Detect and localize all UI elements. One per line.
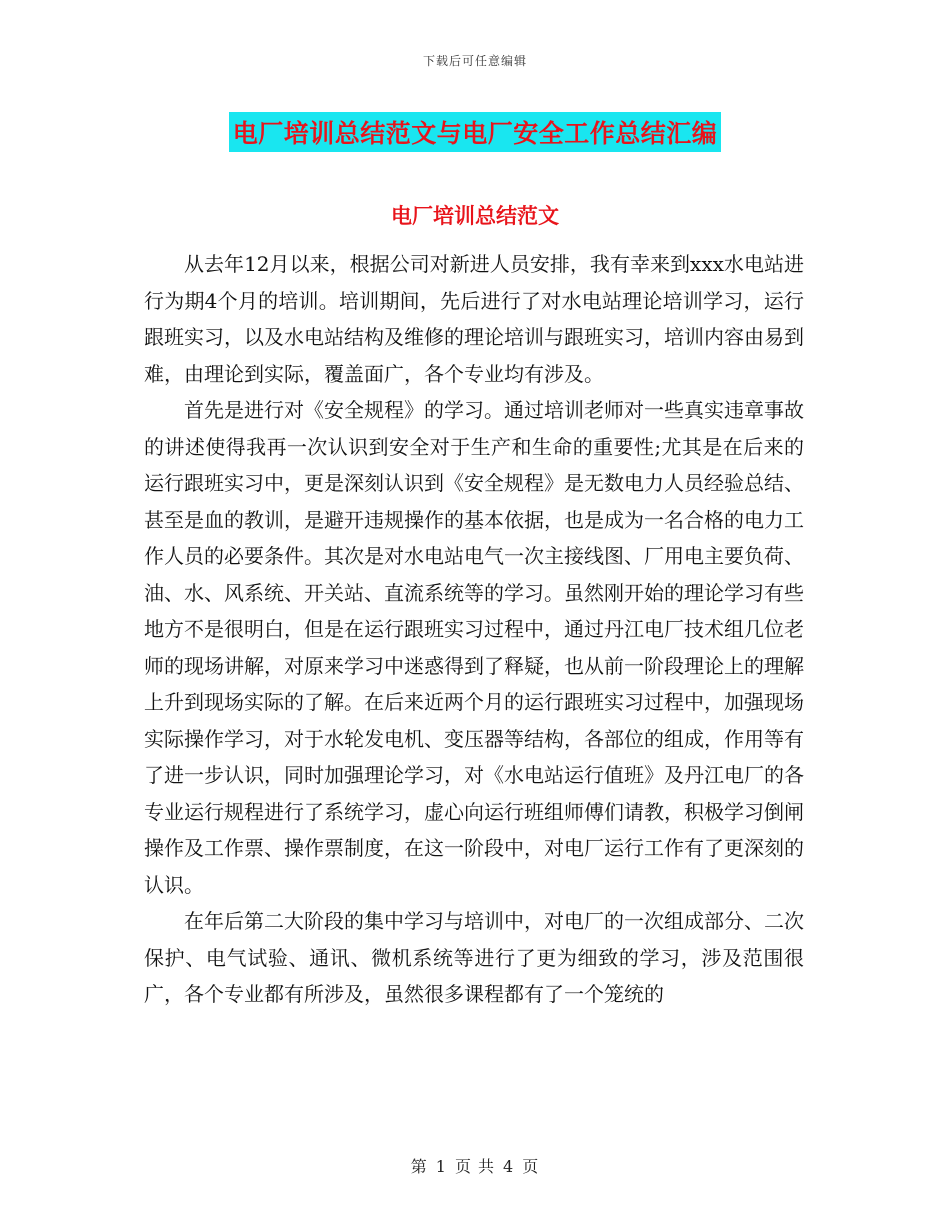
footer-page-total: 4	[503, 1157, 515, 1176]
footer-page-number: 1	[435, 1157, 447, 1176]
footer-page-prefix: 第	[410, 1157, 428, 1176]
footer-page-middle: 页 共	[454, 1157, 496, 1176]
document-title-container	[0, 112, 950, 152]
footer-page-suffix: 页	[522, 1157, 540, 1176]
paragraph-2: 首先是进行对《安全规程》的学习。通过培训老师对一些真实违章事故的讲述使得我再一次认识到安全对于生产和生命的重要性;尤其是在后来的运行跟班实习中，更是深刻认识到《安全规程》是无数电力人员经验总结、甚至是血的教训，是避开违规操作的基本依据，也是成为一名合格的电力工作人员的必要条件。其次是对水电站电气一次主接线图、厂用电主要负荷、油、水、风系统、开关站、直流系统等的学习。虽然刚开始的理论学习有些地方不是很明白，但是在运行跟班实习过程中，通过丹江电厂技术组几位老师的现场讲解，对原来学习中迷惑得到了释疑，也从前一阶段理论上的理解上升到现场实际的了解。在后来近两个月的运行跟班实习过程中，加强现场实际操作学习，对于水轮发电机、变压器等结构，各部位的组成，作用等有了进一步认识，同时加强理论学习，对《水电站运行值班》及丹江电厂的各专业运行规程进行了系统学习，虚心向运行班组师傅们请教，积极学习倒闸操作及工作票、操作票制度，在这一阶段中，对电厂运行工作有了更深刻的认识。	[144, 398, 804, 897]
paragraph-1: 从去年12月以来，根据公司对新进人员安排，我有幸来到xxx水电站进行为期4个月的培训。培训期间，先后进行了对水电站理论培训学习，运行跟班实习，以及水电站结构及维修的理论培训与跟班实习，培训内容由易到难，由理论到实际，覆盖面广，各个专业均有涉及。	[144, 252, 804, 386]
paragraph-3: 在年后第二大阶段的集中学习与培训中，对电厂的一次组成部分、二次保护、电气试验、通讯、微机系统等进行了更为细致的学习，涉及范围很广，各个专业都有所涉及，虽然很多课程都有了一个笼统的	[144, 909, 804, 1006]
document-body	[144, 246, 804, 1013]
document-title: 电厂培训总结范文与电厂安全工作总结汇编	[229, 112, 722, 152]
page-footer	[0, 1154, 950, 1177]
header-note: 下载后可任意编辑	[422, 54, 527, 68]
section-title: 电厂培训总结范文	[391, 203, 559, 228]
